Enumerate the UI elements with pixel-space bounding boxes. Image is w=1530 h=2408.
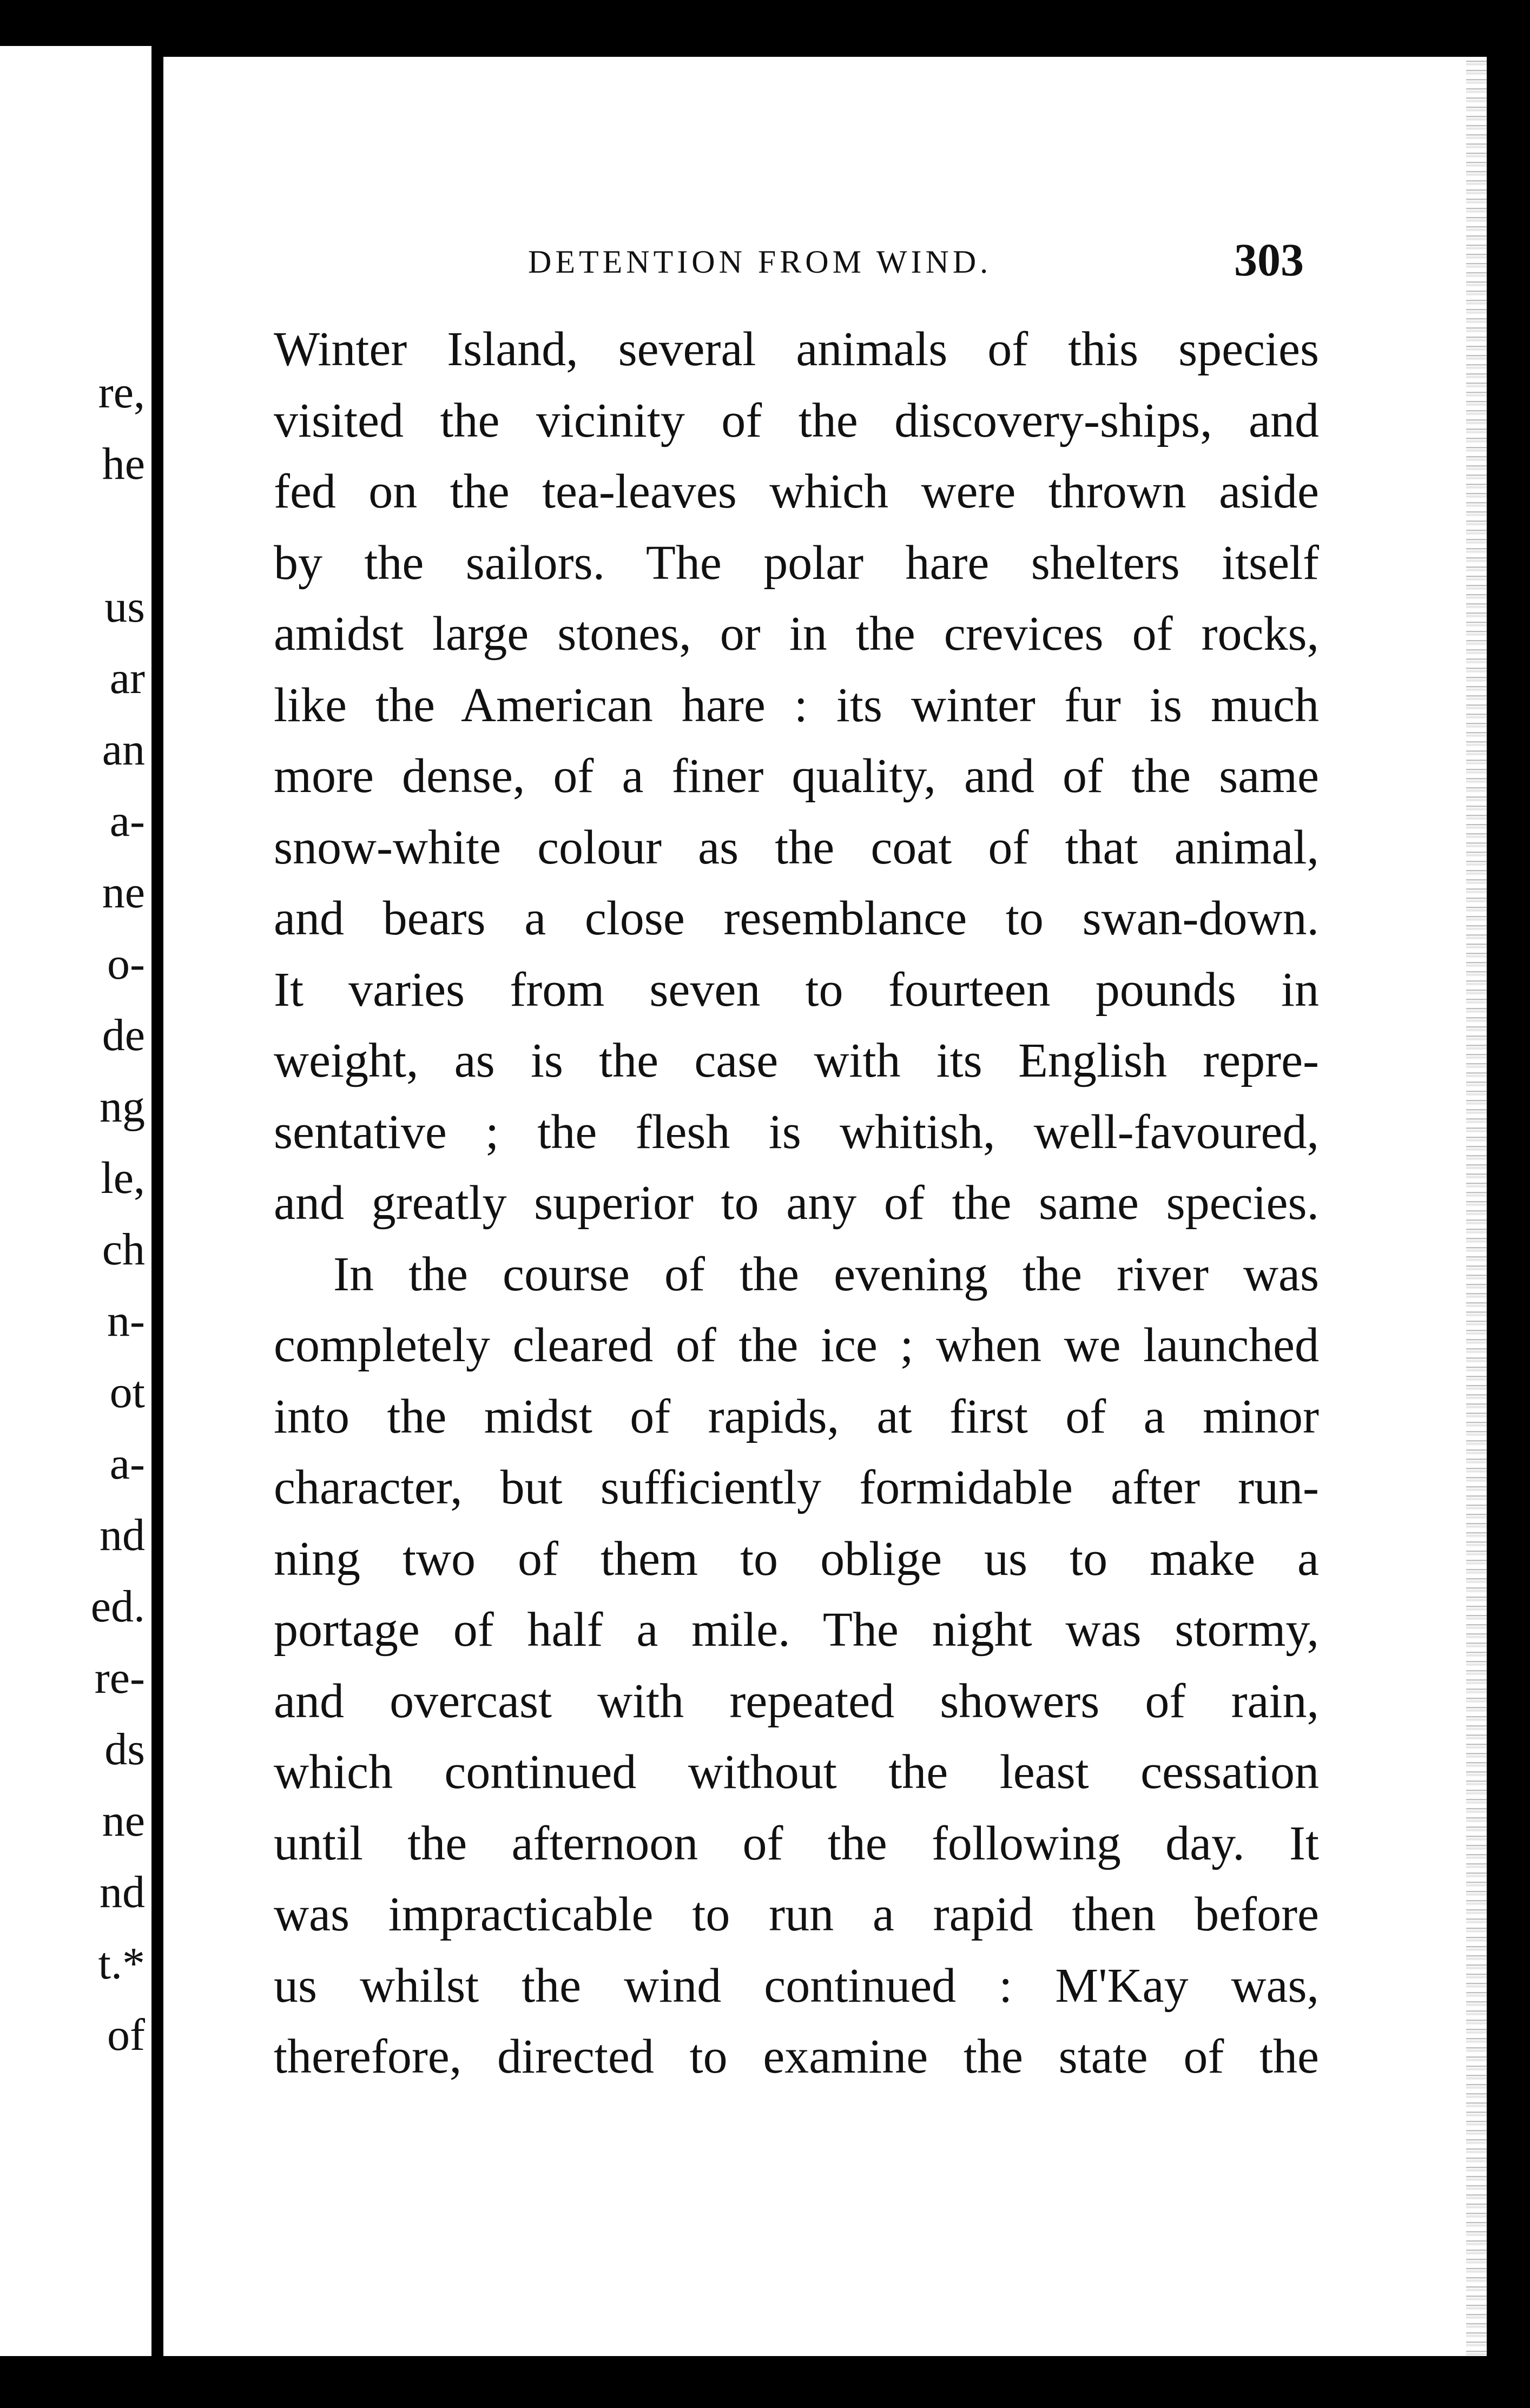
page-gutter: [151, 46, 163, 2356]
left-fragment-line: o-: [107, 939, 145, 989]
left-facing-page: [0, 46, 151, 2356]
text-line: portage of half a mile. The night was stormy,: [274, 1603, 1319, 1657]
text-line: and bears a close resemblance to swan-down.: [274, 892, 1319, 945]
left-fragment-line: ot: [109, 1367, 145, 1417]
left-fragment-line: a-: [109, 1439, 145, 1489]
left-fragment-line: ne: [102, 867, 145, 918]
left-fragment-line: re-: [94, 1653, 145, 1703]
page-edge: [1466, 57, 1487, 2356]
text-line: visited the vicinity of the discovery-ships, and: [274, 393, 1319, 447]
text-line: us whilst the wind continued : M'Kay was,: [274, 1958, 1319, 2013]
page-number: 303: [1234, 234, 1304, 286]
text-line: until the afternoon of the following day. It: [274, 1816, 1319, 1870]
text-line: and overcast with repeated showers of rain,: [274, 1674, 1319, 1728]
text-line: into the midst of rapids, at first of a minor: [274, 1389, 1319, 1443]
left-fragment-line: ng: [100, 1081, 145, 1132]
text-line: by the sailors. The polar hare shelters itself: [274, 536, 1319, 590]
text-line: amidst large stones, or in the crevices of rocks,: [274, 607, 1319, 661]
left-fragment-line: of: [107, 2010, 145, 2060]
text-line: and greatly superior to any of the same species.: [274, 1176, 1319, 1230]
text-line: weight, as is the case with its English repre-: [274, 1034, 1319, 1087]
left-fragment-line: [0, 500, 145, 571]
text-line: ning two of them to oblige us to make a: [274, 1532, 1319, 1586]
paragraph-start-line: In the course of the evening the river was: [333, 1247, 1319, 1301]
body-text: [274, 314, 1319, 2093]
text-line: which continued without the least cessation: [274, 1745, 1319, 1799]
text-line: completely cleared of the ice ; when we launched: [274, 1318, 1319, 1372]
left-fragment-line: an: [102, 724, 145, 775]
text-line: character, but sufficiently formidable after run-: [274, 1461, 1319, 1514]
left-page-text-fragments: [0, 357, 145, 2071]
left-fragment-line: de: [102, 1010, 145, 1060]
left-fragment-line: ds: [104, 1724, 145, 1774]
left-fragment-line: ne: [102, 1796, 145, 1846]
left-fragment-line: nd: [100, 1510, 145, 1560]
text-line: snow-white colour as the coat of that animal,: [274, 820, 1319, 874]
text-line: Winter Island, several animals of this species: [274, 322, 1319, 376]
text-line: therefore, directed to examine the state of the: [274, 2030, 1319, 2083]
text-line: was impracticable to run a rapid then before: [274, 1888, 1319, 1941]
left-fragment-line: us: [104, 582, 145, 632]
text-line: fed on the tea-leaves which were thrown aside: [274, 465, 1319, 518]
left-fragment-line: a-: [109, 796, 145, 846]
left-fragment-line: ed.: [90, 1581, 145, 1632]
text-line: sentative ; the flesh is whitish, well-favoured,: [274, 1105, 1319, 1159]
running-head: [274, 233, 1304, 287]
left-fragment-line: nd: [100, 1867, 145, 1917]
left-fragment-line: re,: [98, 367, 145, 418]
text-line: It varies from seven to fourteen pounds in: [274, 962, 1319, 1017]
left-fragment-line: ch: [102, 1224, 145, 1275]
left-fragment-line: n-: [107, 1296, 145, 1346]
left-fragment-line: ar: [109, 653, 145, 703]
running-head-title: DETENTION FROM WIND.: [528, 244, 992, 280]
text-line: like the American hare : its winter fur is much: [274, 678, 1319, 732]
left-fragment-line: he: [102, 439, 145, 489]
text-line: more dense, of a finer quality, and of the same: [274, 749, 1319, 803]
left-fragment-line: t.*: [98, 1938, 145, 1989]
left-fragment-line: le,: [101, 1153, 145, 1203]
